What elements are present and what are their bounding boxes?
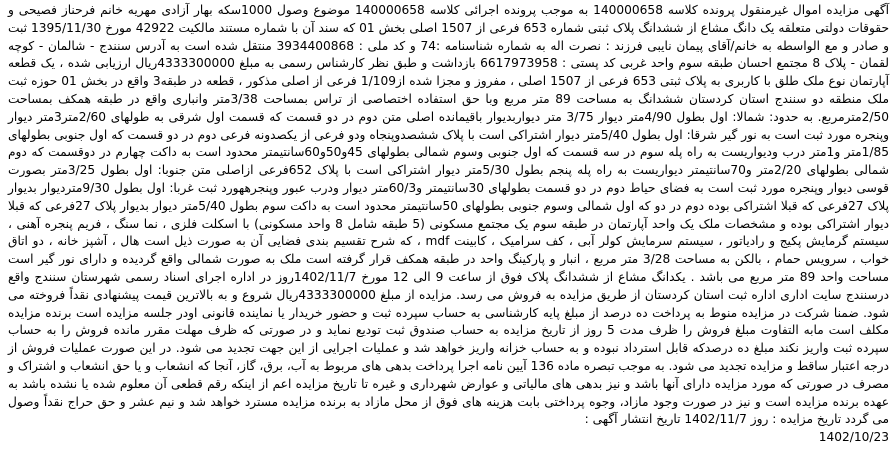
publication-date: 1402/10/23 xyxy=(818,430,889,445)
notice-body-text: آگهی مزایده اموال غیرمنقول پرونده کلاسه 140000658 به موجب پرونده اجرائی کلاسه 140000658 موضوع وصول 1000سکه بهار آزادی مهریه خانم فرحناز فصیحی و حقوقات دولتی متعلقه یک دانگ مشاع از ششدانگ پلاک ثبتی شماره 653 فرعی از 1507 اصلی بخش 01 که سند آن با شماره مستند مالکیت 42922 مورخ 1395/11/30 ثبت و صادر و مع الواسطه به خانم/آقای پیمان نایبی فرزند : نصرت اله به شماره شناسنامه :74 و کد ملی : 3934400868 منتقل شده است به آدرس سنندج - شالمان - کوچه لقمان - پلاک 8 مجتمع احسان طبقه سوم واحد غربی کد پستی : 6617973958 بازداشت و طبق نظر کارشناس رسمی به مبلغ 4333300000ریال ارزیابی شده ، یک قطعه آپارتمان نوع ملک طلق با کاربری به پلاک ثبتی 653 فرعی از 1507 اصلی ، مفروز و مجزا شده از1/109 فرعی از اصلی مذکور ، قطعه در طبقه3 واقع در بخش 01 حوزه ثبت ملک منطقه دو سنندج استان کردستان ششدانگ به مساحت 89 متر مربع وبا حق استفاده اختصاصی از تراس بمساحت 3/38متر وانباری واقع در طبقه همکف بمساحت 2/50مترمربع. به حدود: شمالا: اول بطول 4/90متر دیوار 3/75 متر دیواربدیوار باقیمانده اصلی متن دوم در دو قسمت که قسمت اول شرقی به طولهای 2/60متر3متر دیوار وپنجره مورد ثبت است به نور گیر شرقا: اول بطول 5/40متر دیوار اشتراکی است با پلاک ششصدوپنجاه ودو فرعی از یکصدونه فرعی دوم در دو قسمت که اول جنوبی بطولهای 1/85متر و1متر درب ودیواریست به راه پله سوم در سه قسمت که اول جنوبی وسوم شمالی بطولهای 45و50و60سانتیمتر محدود است به داکت چهارم در دوقسمت که دوم شمالی بطولهای 2/20متر و70سانتیمتر دیواریست به راه پله پنجم بطول 5/30متر دیوار اشتراکی است با پلاک 652فرعی ازاصلی متن جنوبا: اول بطول 3/25متر بصورت قوسی دیوار وپنجره مورد ثبت است به فضای حیاط دوم در دو قسمت بطولهای 30سانتیمتر و60/3متر دیوار ودرب عبور وپنجرههورد ثبت غربا: اول بطول 9/30متردیوار بدیوار پلاک 27فرعی که قبلا اشتراکی بوده دوم در دو که اول شمالی وسوم جنوبی بطولهای 50سانتیمتر محدود است به داکت سوم بطول 5/40متر دیوار بدیوار پلاک 27فرعی که قبلا دیوار اشتراکی بوده و مشخصات ملک یک واحد آپارتمان در طبقه سوم یک مجتمع مسکونی (5 طبقه شامل 8 واحد مسکونی) با اسکلت فلزی ، نما سنگ ، فریم پنجره آهنی ، سیستم گرمایش پکیج و رادیاتور ، سیستم سرمایش کولر آبی ، کف سرامیک ، کابینت mdf ، که شرح تقسیم بندی فضایی آن به صورت ذیل است هال ، آشپز خانه ، دو اتاق خواب ، سرویس حمام ، بالکن به مساحت 3/28 متر مربع ، انبار و پارکینگ واحد در طبقه همکف قرار گرفته است ملک به صورت شمالی واقع گردیده و دارای نور گیر است مساحت واحد 89 متر مربع می باشد . یکدانگ مشاع از ششدانگ پلاک فوق از ساعت 9 الی 12 مورخ 1402/11/7روز در اداره اجرای اسناد رسمی شهرستان سنندج واقع درسنندج سایت اداری اداره ثبت استان کردستان از طریق مزایده به فروش می رسد. مزایده از مبلغ 4333300000ریال شروع و به بالاترین قیمت پیشنهادی نقداً فروخته می شود. ضمنا شرکت در مزایده منوط به پرداخت ده درصد از مبلغ پایه کارشناسی به حساب سپرده ثبت و حضور خریدار یا نماینده قانونی اودر جلسه مزایده است برنده مزایده مکلف است مابه التفاوت مبلغ فروش را ظرف مدت 5 روز از تاریخ مزایده به حساب صندوق ثبت تودیع نماید و در صورتی که ظرف مهلت مقرر مانده فروش را به حساب سپرده ثبت واریز نکند مبلغ ده درصدکه قابل استرداد نبوده و به حساب خزانه واریز خواهد شد و عملیات اجرایی از این جهت تجدید می شود. در این صورت عملیات فروش از درجه اعتبار ساقط و مزایده تجدید می شود. به موجب تبصره ماده 136 آیین نامه اجرا پرداخت بدهی های مربوط به آب، برق، گاز، آنجا که انشعاب و یا حق انشعاب و اشتراک و مصرف در صورتی که مورد مزایده دارای آنها باشد و نیز بدهی های مالیاتی و عوارض شهرداری و غیره تا تاریخ مزایده اعم از اینکه رقم قطعی آن معلوم شده یا نشده باشد به عهده برنده مزایده است و نیز در صورت وجود مازاد، وجوه پرداختی بابت هزینه های فوق از محل مازاد به برنده مزایده مسترد خواهد شد و نیم عشر و حق حراج نقداً وصول می گردد تاریخ مزایده : روز 1402/11/7 تاریخ انتشار آگهی : xyxy=(8,3,890,427)
